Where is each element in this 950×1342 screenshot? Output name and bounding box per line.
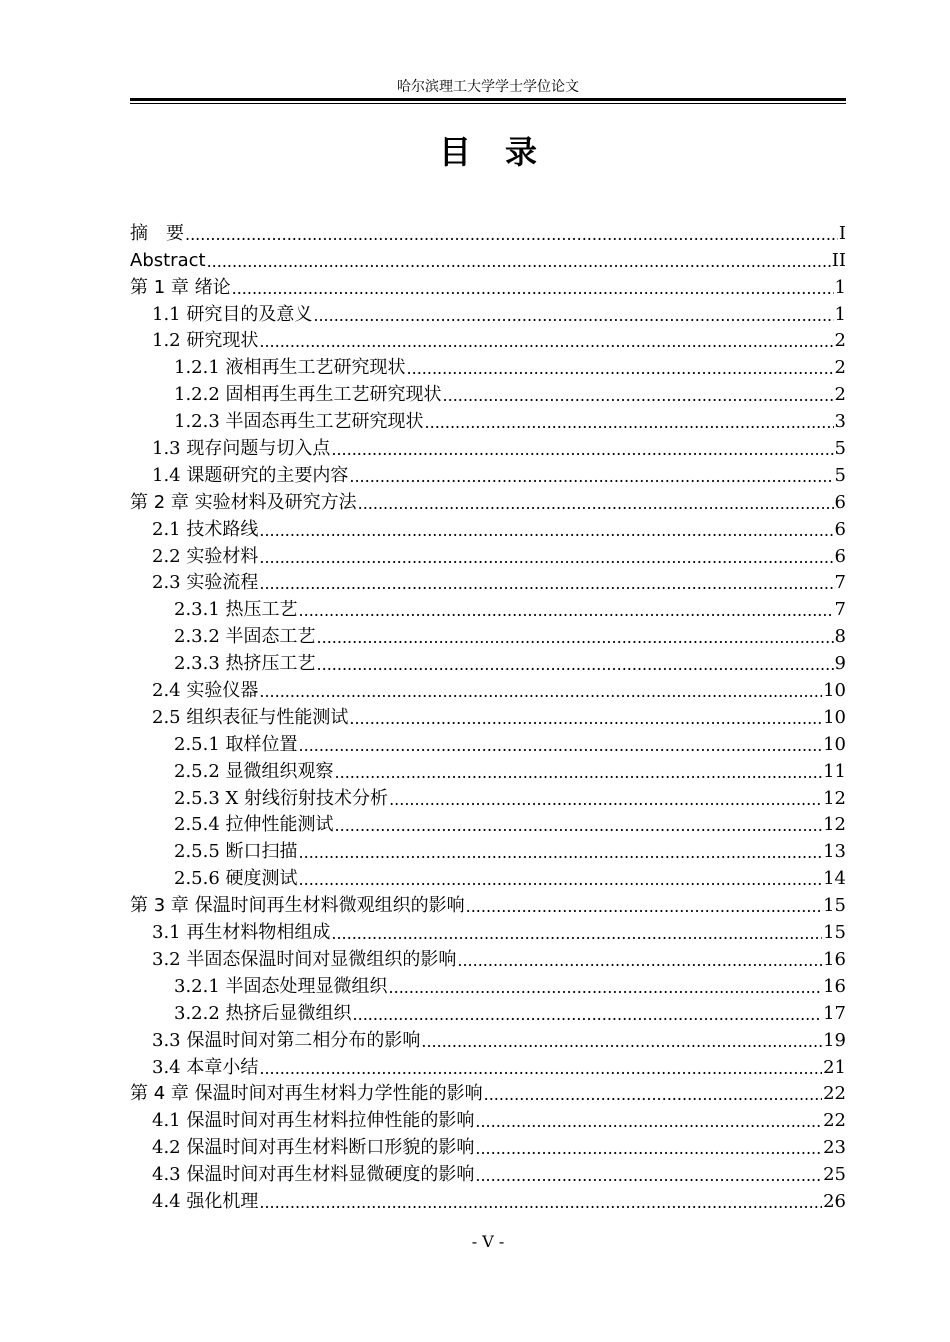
toc-entry[interactable] xyxy=(130,944,846,971)
toc-entry-label: 2.3.2 半固态工艺 xyxy=(174,626,316,648)
toc-entry-label: 2.2 实验材料 xyxy=(152,545,259,567)
toc-entry-label: 3.2 半固态保温时间对显微组织的影响 xyxy=(152,948,457,970)
toc-entry[interactable] xyxy=(130,406,846,433)
toc-entry[interactable] xyxy=(130,756,846,783)
toc-entry-label: 摘 要 xyxy=(130,222,184,244)
dot-leader xyxy=(389,788,822,810)
toc-entry-label: 1.4 课题研究的主要内容 xyxy=(152,464,349,486)
toc-entry-label: 2.5.5 断口扫描 xyxy=(174,841,298,863)
dot-leader xyxy=(259,1057,822,1079)
toc-entry[interactable] xyxy=(130,433,846,460)
table-of-contents xyxy=(130,218,846,1213)
dot-leader xyxy=(299,599,834,621)
toc-entry-page: 22 xyxy=(823,1083,846,1105)
toc-entry-page: 5 xyxy=(834,438,846,460)
toc-entry-page: 1 xyxy=(834,303,846,325)
toc-entry[interactable] xyxy=(130,917,846,944)
dot-leader xyxy=(349,707,822,729)
toc-entry-page: I xyxy=(838,222,846,244)
toc-entry-page: 2 xyxy=(834,357,846,379)
toc-entry[interactable] xyxy=(130,1079,846,1106)
toc-entry[interactable] xyxy=(130,810,846,837)
toc-entry[interactable] xyxy=(130,971,846,998)
dot-leader xyxy=(407,357,834,379)
toc-entry[interactable] xyxy=(130,998,846,1025)
toc-entry-label: 第 2 章 实验材料及研究方法 xyxy=(130,491,357,513)
toc-entry[interactable] xyxy=(130,299,846,326)
toc-entry-label: 1.2.2 固相再生再生工艺研究现状 xyxy=(174,384,442,406)
dot-leader xyxy=(317,626,834,648)
toc-entry[interactable] xyxy=(130,541,846,568)
toc-entry[interactable] xyxy=(130,245,846,272)
dot-leader xyxy=(331,438,833,460)
dot-leader xyxy=(185,223,838,245)
dot-leader xyxy=(331,922,822,944)
toc-entry-page: 7 xyxy=(834,599,846,621)
toc-entry-label: 4.1 保温时间对再生材料拉伸性能的影响 xyxy=(152,1110,475,1132)
toc-entry-page: 9 xyxy=(834,653,846,675)
toc-entry[interactable] xyxy=(130,1132,846,1159)
dot-leader xyxy=(313,304,833,326)
toc-entry-page: 10 xyxy=(823,733,846,755)
toc-entry-page: 2 xyxy=(834,384,846,406)
toc-entry-page: 8 xyxy=(834,626,846,648)
dot-leader xyxy=(457,949,822,971)
toc-entry[interactable] xyxy=(130,379,846,406)
toc-entry-label: 2.1 技术路线 xyxy=(152,518,259,540)
dot-leader xyxy=(466,895,822,917)
dot-leader xyxy=(475,1137,822,1159)
toc-entry-label: 2.5.6 硬度测试 xyxy=(174,868,298,890)
toc-entry-label: 1.2 研究现状 xyxy=(152,330,259,352)
toc-entry-page: 15 xyxy=(823,922,846,944)
page-number-footer: - V - xyxy=(471,1232,505,1251)
toc-entry-page: 21 xyxy=(823,1056,846,1078)
toc-entry-label: 4.3 保温时间对再生材料显微硬度的影响 xyxy=(152,1164,475,1186)
toc-entry-page: 23 xyxy=(823,1137,846,1159)
running-header: 哈尔滨理工大学学士学位论文 xyxy=(397,79,579,95)
toc-entry[interactable] xyxy=(130,1025,846,1052)
dot-leader xyxy=(358,492,834,514)
toc-entry-label: 3.2.1 半固态处理显微组织 xyxy=(174,975,388,997)
toc-entry[interactable] xyxy=(130,702,846,729)
dot-leader xyxy=(349,465,833,487)
dot-leader xyxy=(299,841,823,863)
toc-entry-page: 6 xyxy=(834,545,846,567)
dot-leader xyxy=(299,868,823,890)
toc-entry-page: 22 xyxy=(823,1110,846,1132)
toc-entry[interactable] xyxy=(130,729,846,756)
dot-leader xyxy=(484,1083,822,1105)
toc-entry[interactable] xyxy=(130,890,846,917)
toc-entry-label: 第 1 章 绪论 xyxy=(130,276,231,298)
header-rule-thick xyxy=(130,98,846,101)
toc-entry-page: 3 xyxy=(834,411,846,433)
toc-entry-page: 2 xyxy=(834,330,846,352)
toc-entry-page: 12 xyxy=(823,814,846,836)
toc-entry-page: 10 xyxy=(823,680,846,702)
toc-entry[interactable] xyxy=(130,568,846,595)
page-title: 目录 xyxy=(438,133,571,171)
toc-entry-label: 2.3.3 热挤压工艺 xyxy=(174,653,316,675)
toc-entry[interactable] xyxy=(130,218,846,245)
toc-entry-label: Abstract xyxy=(130,249,206,271)
dot-leader xyxy=(353,1003,823,1025)
dot-leader xyxy=(259,1191,822,1213)
dot-leader xyxy=(475,1110,822,1132)
toc-entry-label: 1.1 研究目的及意义 xyxy=(152,303,313,325)
dot-leader xyxy=(443,384,834,406)
toc-entry[interactable] xyxy=(130,326,846,353)
toc-entry-page: 19 xyxy=(823,1029,846,1051)
toc-entry[interactable] xyxy=(130,487,846,514)
toc-entry[interactable] xyxy=(130,783,846,810)
toc-entry[interactable] xyxy=(130,621,846,648)
toc-entry[interactable] xyxy=(130,1105,846,1132)
dot-leader xyxy=(259,546,833,568)
toc-entry[interactable] xyxy=(130,1159,846,1186)
toc-entry-label: 1.2.1 液相再生工艺研究现状 xyxy=(174,357,406,379)
toc-entry[interactable] xyxy=(130,675,846,702)
toc-entry-page: 25 xyxy=(823,1164,846,1186)
toc-entry-page: 10 xyxy=(823,706,846,728)
toc-entry[interactable] xyxy=(130,1186,846,1213)
toc-entry-page: 16 xyxy=(823,975,846,997)
dot-leader xyxy=(259,572,833,594)
toc-entry-page: 5 xyxy=(834,464,846,486)
toc-entry[interactable] xyxy=(130,1052,846,1079)
dot-leader xyxy=(259,330,833,352)
dot-leader xyxy=(335,814,823,836)
toc-entry-label: 2.5 组织表征与性能测试 xyxy=(152,706,349,728)
dot-leader xyxy=(425,411,834,433)
toc-entry-label: 2.3.1 热压工艺 xyxy=(174,599,298,621)
toc-entry-page: 13 xyxy=(823,841,846,863)
toc-entry[interactable] xyxy=(130,514,846,541)
dot-leader xyxy=(259,680,822,702)
toc-entry-label: 2.5.1 取样位置 xyxy=(174,733,298,755)
toc-entry[interactable] xyxy=(130,594,846,621)
toc-entry-page: 17 xyxy=(823,1002,846,1024)
dot-leader xyxy=(232,277,834,299)
toc-entry-label: 1.2.3 半固态再生工艺研究现状 xyxy=(174,411,424,433)
toc-entry-page: 1 xyxy=(834,276,846,298)
toc-entry[interactable] xyxy=(130,648,846,675)
toc-entry-label: 2.5.3 X 射线衍射技术分析 xyxy=(174,787,389,809)
toc-entry-label: 2.5.2 显微组织观察 xyxy=(174,760,334,782)
dot-leader xyxy=(475,1164,822,1186)
toc-entry-label: 4.4 强化机理 xyxy=(152,1190,259,1212)
toc-entry-page: 11 xyxy=(823,760,846,782)
toc-entry[interactable] xyxy=(130,272,846,299)
toc-entry-label: 1.3 现存问题与切入点 xyxy=(152,438,331,460)
toc-entry-label: 3.2.2 热挤后显微组织 xyxy=(174,1002,352,1024)
toc-entry-label: 3.4 本章小结 xyxy=(152,1056,259,1078)
toc-entry-page: 7 xyxy=(834,572,846,594)
toc-entry-label: 2.4 实验仪器 xyxy=(152,680,259,702)
dot-leader xyxy=(335,761,823,783)
toc-entry[interactable] xyxy=(130,352,846,379)
header-rule-thin xyxy=(130,103,846,104)
toc-entry-label: 第 4 章 保温时间对再生材料力学性能的影响 xyxy=(130,1083,483,1105)
toc-entry[interactable] xyxy=(130,836,846,863)
toc-entry-page: 14 xyxy=(823,868,846,890)
dot-leader xyxy=(259,519,833,541)
toc-entry-label: 2.5.4 拉伸性能测试 xyxy=(174,814,334,836)
dot-leader xyxy=(299,734,823,756)
toc-entry-page: 6 xyxy=(834,491,846,513)
toc-entry-label: 2.3 实验流程 xyxy=(152,572,259,594)
toc-entry-page: 26 xyxy=(823,1190,846,1212)
dot-leader xyxy=(421,1030,822,1052)
toc-entry[interactable] xyxy=(130,863,846,890)
dot-leader xyxy=(317,653,834,675)
toc-entry-page: 6 xyxy=(834,518,846,540)
toc-entry-page: 16 xyxy=(823,948,846,970)
toc-entry-label: 3.1 再生材料物相组成 xyxy=(152,922,331,944)
toc-entry-page: 12 xyxy=(823,787,846,809)
toc-entry-page: II xyxy=(831,249,846,271)
dot-leader xyxy=(389,976,823,998)
toc-entry[interactable] xyxy=(130,460,846,487)
dot-leader xyxy=(207,250,831,272)
toc-entry-page: 15 xyxy=(823,895,846,917)
toc-entry-label: 4.2 保温时间对再生材料断口形貌的影响 xyxy=(152,1137,475,1159)
toc-entry-label: 第 3 章 保温时间再生材料微观组织的影响 xyxy=(130,895,465,917)
toc-entry-label: 3.3 保温时间对第二相分布的影响 xyxy=(152,1029,421,1051)
